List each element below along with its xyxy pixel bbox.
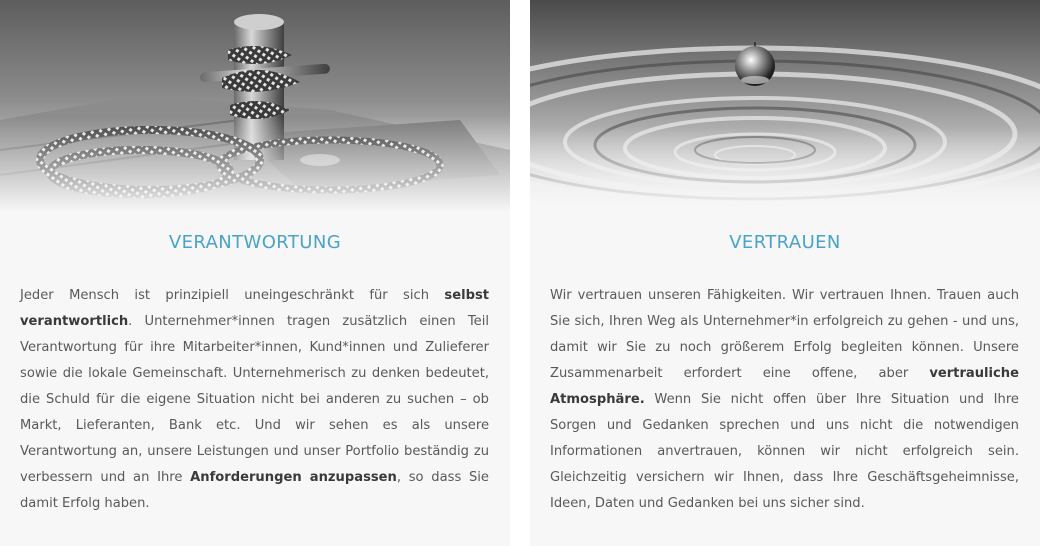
text-run: . Unternehmer*innen tragen zusätzlich einen Teil Verantwortung für ihre Mitarbeiter*innen, Kund*innen und Zulieferer sowie die lokale Gemeinschaft. Unternehmerisch zu denken bedeutet, die Schuld für die eigene Situation nicht bei anderen zu suchen – ob Markt, Lieferanten, Bank etc. Und wir sehen es als unsere Verantwortung an, unsere Leistungen und unser Portfolio beständig zu verbessern und an Ihre xyxy=(20,314,489,485)
card-verantwortung xyxy=(0,0,510,546)
card-vertrauen xyxy=(530,0,1040,546)
bold-phrase: selbst verantwortlich xyxy=(20,288,489,329)
text-run: , so dass Sie damit Erfolg haben. xyxy=(20,470,489,511)
text-run: Wenn Sie nicht offen über Ihre Situation und Ihre Sorgen und Gedanken sprechen und uns nicht die notwendigen Informationen anvertrauen, können wir nicht erfolgreich sein. Gleichzeitig versichern wir Ihnen, dass Ihre Geschäftsgeheimnisse, Ideen, Daten und Gedanken bei uns sicher sind. xyxy=(550,392,1019,511)
text-run: Wir vertrauen unseren Fähigkeiten. Wir vertrauen Ihnen. Trauen auch Sie sich, Ihren Weg als Unternehmer*in erfolgreich zu gehen - und uns, damit wir Sie zu noch größerem Erfolg begleiten können. Unsere Zusammenarbeit erfordert eine offene, aber xyxy=(550,288,1019,381)
water-drop-image xyxy=(530,0,1040,212)
card-text xyxy=(550,283,1019,517)
card-title: VERANTWORTUNG xyxy=(168,232,342,253)
bollard-rope-image xyxy=(0,0,510,212)
bold-phrase: Anforderungen anzupassen xyxy=(190,470,397,485)
bold-phrase: vertrauliche Atmosphäre. xyxy=(550,366,1019,407)
text-run: Jeder Mensch ist prinzipiell uneingeschränkt für sich xyxy=(20,288,445,303)
card-text xyxy=(20,283,489,517)
card-title: VERTRAUEN xyxy=(729,232,841,253)
